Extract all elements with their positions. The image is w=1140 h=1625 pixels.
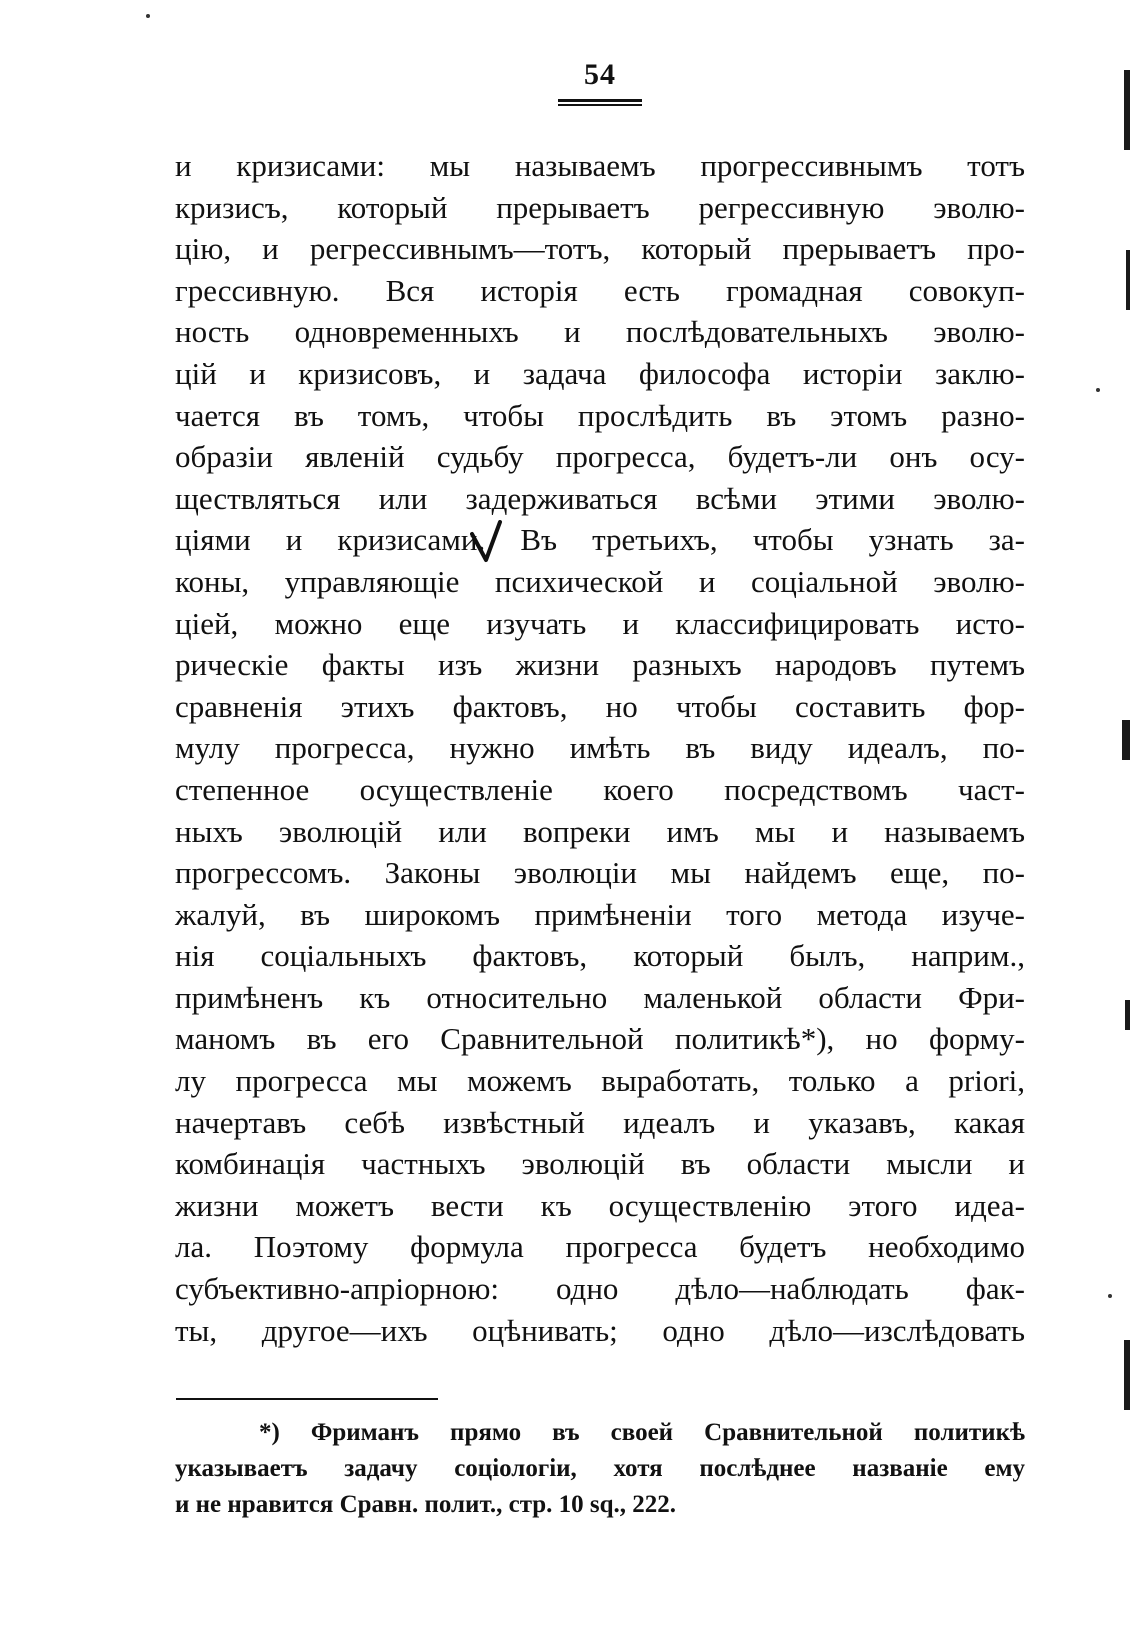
body-line: лу прогресса мы можемъ выработать, только a priori, <box>175 1063 1025 1099</box>
footnotes <box>175 1415 1025 1523</box>
body-line: жалуй, въ широкомъ примѣненіи того метода изуче- <box>175 896 1025 932</box>
body-line: ность одновременныхъ и послѣдовательныхъ эволю- <box>175 314 1025 350</box>
body-line: субъективно-апріорною: одно дѣло—наблюдать фак- <box>175 1271 1025 1307</box>
page-number-underline-secondary <box>558 104 642 106</box>
body-line: образіи явленій судьбу прогресса, будетъ-ли онъ осу- <box>175 439 1025 475</box>
body-line: мулу прогресса, нужно имѣть въ виду идеалъ, по- <box>175 730 1025 766</box>
footnote-line: указываетъ задачу соціологіи, хотя послѣднее названіе ему <box>175 1455 1025 1482</box>
body-line: прогрессомъ. Законы эволюціи мы найдемъ еще, по- <box>175 855 1025 891</box>
body-line: сравненія этихъ фактовъ, но чтобы составить фор- <box>175 688 1025 724</box>
footnote-line: *) Фриманъ прямо въ своей Сравнительной политикѣ <box>259 1419 1025 1446</box>
footnote-separator <box>176 1398 438 1400</box>
body-line: рическіе факты изъ жизни разныхъ народовъ путемъ <box>175 647 1025 683</box>
body-line: жизни можетъ вести къ осуществленію этого идеа- <box>175 1187 1025 1223</box>
body-line: коны, управляющіе психической и соціальной эволю- <box>175 563 1025 599</box>
body-line: цій и кризисовъ, и задача философа исторіи заклю- <box>175 355 1025 391</box>
body-line: ществляться или задерживаться всѣми этими эволю- <box>175 480 1025 516</box>
footnote-line: и не нравится Сравн. полит., стр. 10 sq., 222. <box>175 1491 677 1518</box>
pencil-check-mark-icon <box>470 520 516 568</box>
scan-edge-mark <box>1124 1340 1130 1410</box>
body-line: степенное осуществленіе коего посредствомъ част- <box>175 771 1025 807</box>
body-line: комбинація частныхъ эволюцій въ области мысли и <box>175 1146 1025 1182</box>
body-line: кризисъ, который прерываетъ регрессивную эволю- <box>175 189 1025 225</box>
body-line: ла. Поэтому формула прогресса будетъ необходимо <box>175 1229 1025 1265</box>
scan-edge-mark <box>1126 250 1130 310</box>
body-line: ныхъ эволюцій или вопреки имъ мы и называемъ <box>175 813 1025 849</box>
scan-dust-mark <box>1096 388 1100 392</box>
scan-dust-mark <box>1108 1294 1112 1298</box>
body-line: начертавъ себѣ извѣстный идеалъ и указавъ, какая <box>175 1104 1025 1140</box>
page-number: 54 <box>584 58 616 91</box>
page-number-underline <box>558 99 642 102</box>
body-line: цію, и регрессивнымъ—тотъ, который прерываетъ про- <box>175 231 1025 267</box>
body-line: нія соціальныхъ фактовъ, который былъ, наприм., <box>175 938 1025 974</box>
body-line: маномъ въ его Сравнительной политикѣ*), но форму- <box>175 1021 1025 1057</box>
body-line: ціей, можно еще изучать и классифицировать исто- <box>175 605 1025 641</box>
body-line: и кризисами: мы называемъ прогрессивнымъ тотъ <box>175 148 1025 183</box>
body-text <box>175 145 1025 1351</box>
body-line: чается въ томъ, чтобы прослѣдить въ этомъ разно- <box>175 397 1025 433</box>
body-line: грессивную. Вся исторія есть громадная совокуп- <box>175 272 1025 308</box>
scan-edge-mark <box>1124 70 1130 150</box>
scan-dust-mark <box>146 14 150 18</box>
body-line: ціями и кризисами. Въ третьихъ, чтобы узнать за- <box>175 522 1025 558</box>
body-line: примѣненъ къ относительно маленькой области Фри- <box>175 979 1025 1015</box>
body-line: ты, другое—ихъ оцѣнивать; одно дѣло—изслѣдовать <box>175 1312 1025 1348</box>
scan-edge-mark <box>1125 1000 1130 1030</box>
scan-edge-mark <box>1122 720 1130 760</box>
